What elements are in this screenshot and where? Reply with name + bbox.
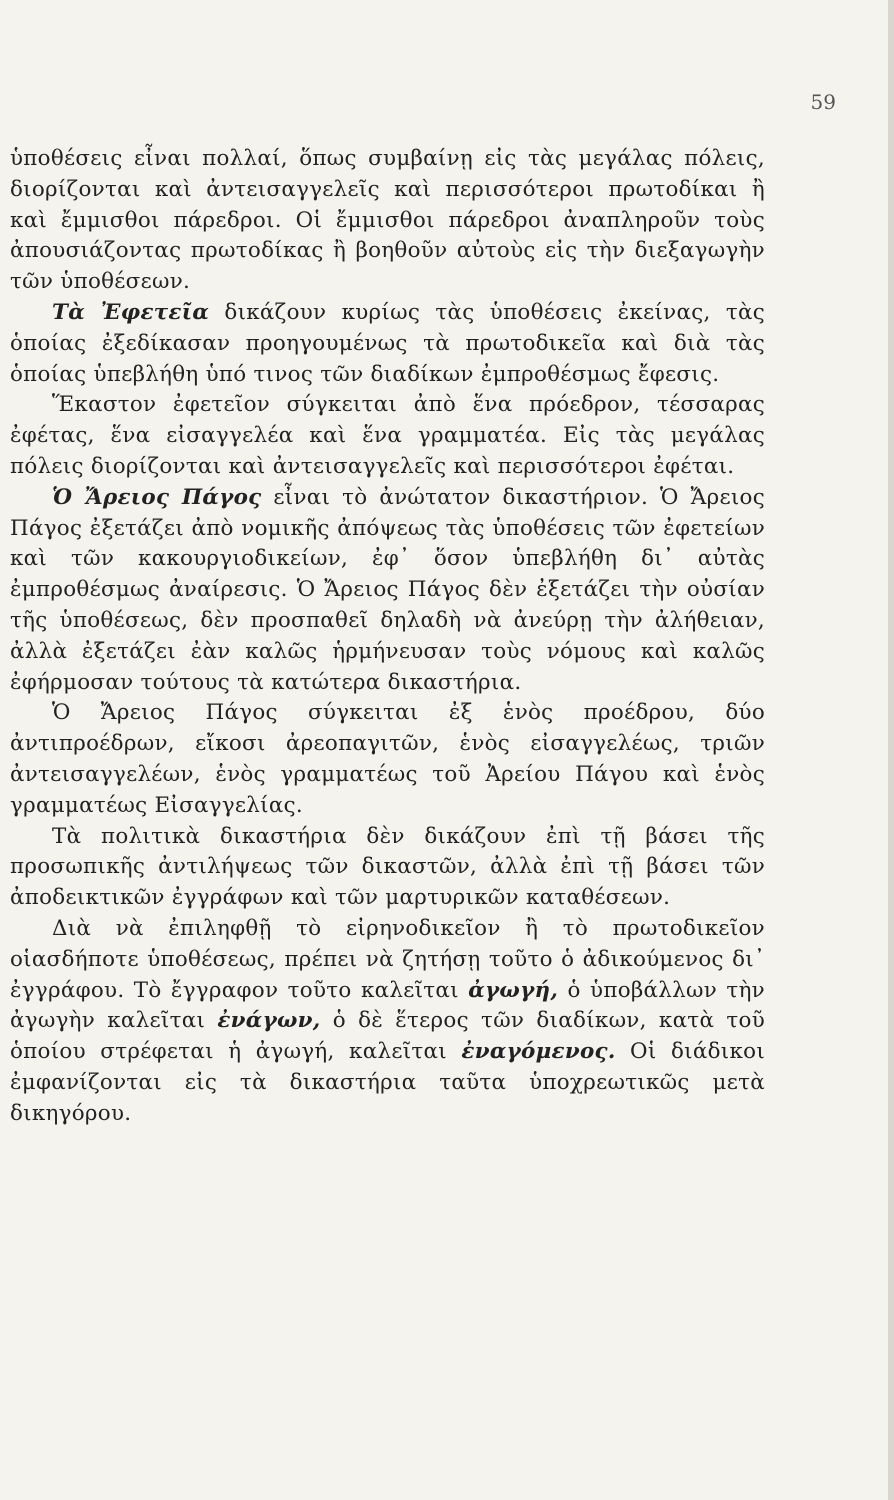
paragraph-p5: [10, 698, 765, 821]
emphasized-term: Τὰ Ἐφετεῖα: [52, 299, 210, 325]
paragraph-p2: [10, 298, 765, 390]
page-edge-shadow: [888, 0, 894, 1500]
paragraph-p1: [10, 144, 765, 298]
paragraph-text: ὁ δὲ ἕτερος τῶν διαδίκων, κατὰ τοῦ ὁποίου στρέφεται ἡ ἀγωγή, καλεῖται: [10, 1008, 765, 1065]
paragraph-text: εἶναι τὸ ἀνώτατον δικαστήριον. Ὁ Ἄρειος Πάγος ἐξετάζει ἀπὸ νομικῆς ἀπόψεως τὰς ὑποθέσεις τῶν ἐφετείων καὶ τῶν κακουργιοδικείων, ἐφ᾽ ὅσον ὑπεβλήθη δι᾽ αὐτὰς ἐμπροθέσμως ἀναίρεσις. Ὁ Ἄρειος Πάγος δὲν ἐξετάζει τὴν οὐσίαν τῆς ὑποθέσεως, δὲν προσπαθεῖ δηλαδὴ νὰ ἀνεύρῃ τὴν ἀλήθειαν, ἀλλὰ ἐξετάζει ἐὰν καλῶς ἡρμήνευσαν τοὺς νόμους καὶ καλῶς ἐφήρμοσαν τούτους τὰ κατώτερα δικαστήρια.: [10, 484, 766, 695]
paragraph-text: Ὁ Ἄρειος Πάγος σύγκειται ἐξ ἑνὸς προέδρου, δύο ἀντιπροέδρων, εἴκοσι ἀρεοπαγιτῶν, ἑνὸς εἰσαγγελέως, τριῶν ἀντεισαγγελέων, ἑνὸς γραμματέως τοῦ Ἀρείου Πάγου καὶ ἑνὸς γραμματέως Εἰσαγγελίας.: [10, 700, 765, 818]
emphasized-term: ἐναγόμενος.: [461, 1039, 616, 1065]
paragraph-p3: [10, 390, 765, 482]
paragraph-p4: [10, 483, 765, 699]
page-number: 59: [810, 90, 836, 114]
emphasized-term: Ὁ Ἄρειος Πάγος: [52, 484, 262, 510]
paragraph-p7: [10, 914, 765, 1130]
paragraph-text: δικάζουν κυρίως τὰς ὑποθέσεις ἐκείνας, τὰς ὁποίας ἐξεδίκασαν προηγουμένως τὰ πρωτοδικεῖα καὶ διὰ τὰς ὁποίας ὑπεβλήθη ὑπό τινος τῶν διαδίκων ἐμπροθέσμως ἔφεσις.: [10, 299, 765, 387]
paragraph-text: ὑποθέσεις εἶναι πολλαί, ὅπως συμβαίνῃ εἰς τὰς μεγάλας πόλεις, διορίζονται καὶ ἀντεισαγγελεῖς καὶ περισσότεροι πρωτοδίκαι ἢ καὶ ἔμμισθοι πάρεδροι. Οἱ ἔμμισθοι πάρεδροι ἀναπληροῦν τοὺς ἀπουσιάζοντας πρωτοδίκας ἢ βοηθοῦν αὐτοὺς εἰς τὴν διεξαγωγὴν τῶν ὑποθέσεων.: [10, 146, 765, 295]
paragraph-text: Οἱ διάδικοι ἐμφανίζονται εἰς τὰ δικαστήρια ταῦτα ὑποχρεωτικῶς μετὰ δικηγόρου.: [10, 1039, 766, 1126]
paragraph-text: ὁ ὑποβάλλων τὴν ἀγωγὴν καλεῖται: [10, 977, 765, 1034]
emphasized-term: ἐνάγων,: [217, 1008, 321, 1034]
paragraph-text: Τὰ πολιτικὰ δικαστήρια δὲν δικάζουν ἐπὶ τῇ βάσει τῆς προσωπικῆς ἀντιλήψεως τῶν δικαστῶν, ἀλλὰ ἐπὶ τῇ βάσει τῶν ἀποδεικτικῶν ἐγγράφων καὶ τῶν μαρτυρικῶν καταθέσεων.: [10, 823, 765, 911]
paragraph-p6: [10, 822, 765, 914]
emphasized-term: ἀγωγή,: [468, 977, 559, 1003]
paragraph-text: Ἕκαστον ἐφετεῖον σύγκειται ἀπὸ ἕνα πρόεδρον, τέσσαρας ἐφέτας, ἕνα εἰσαγγελέα καὶ ἕνα γραμματέα. Εἰς τὰς μεγάλας πόλεις διορίζονται καὶ ἀντεισαγγελεῖς καὶ περισσότεροι ἐφέται.: [10, 392, 765, 479]
paragraph-text: Διὰ νὰ ἐπιληφθῇ τὸ εἰρηνοδικεῖον ἢ τὸ πρωτοδικεῖον οἱασδήποτε ὑποθέσεως, πρέπει νὰ ζητήσῃ τοῦτο ὁ ἀδικούμενος δι᾽ ἐγγράφου. Τὸ ἔγγραφον τοῦτο καλεῖται: [10, 915, 765, 1003]
body-text: [10, 144, 765, 1130]
